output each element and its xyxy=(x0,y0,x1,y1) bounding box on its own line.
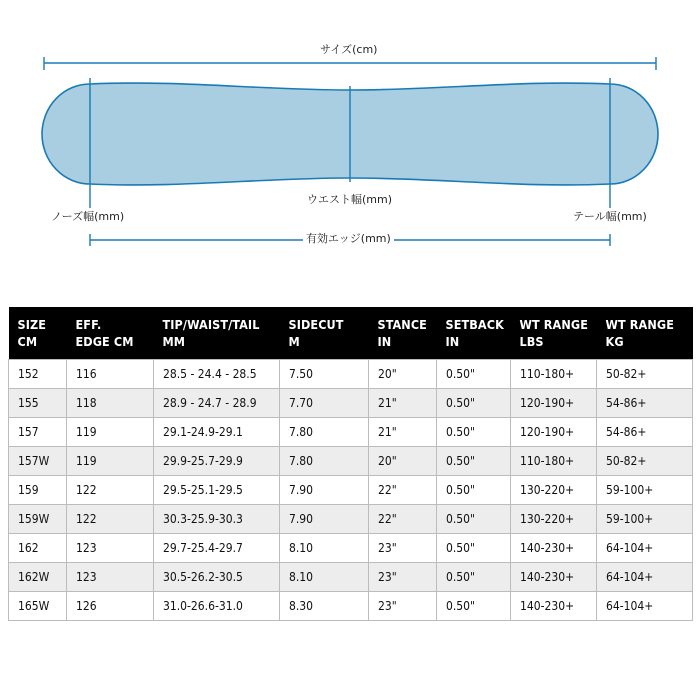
cell-wt-kg: 59-100+ xyxy=(597,505,693,534)
cell-sidecut: 7.80 xyxy=(280,447,369,476)
tail-label: テール幅(mm) xyxy=(570,208,650,224)
cell-wt-kg: 50-82+ xyxy=(597,447,693,476)
cell-tip-waist-tail: 29.1-24.9-29.1 xyxy=(154,418,280,447)
spec-table xyxy=(8,307,693,621)
cell-setback: 0.50" xyxy=(437,476,511,505)
cell-wt-kg: 54-86+ xyxy=(597,418,693,447)
cell-wt-lbs: 140-230+ xyxy=(511,592,597,621)
header-wt-range-lbs: WT RANGE LBS xyxy=(511,307,597,360)
cell-eff-edge: 119 xyxy=(67,447,154,476)
size-dimension-line xyxy=(44,57,656,70)
cell-setback: 0.50" xyxy=(437,534,511,563)
cell-stance: 20" xyxy=(369,447,437,476)
cell-setback: 0.50" xyxy=(437,447,511,476)
cell-stance: 20" xyxy=(369,360,437,389)
cell-eff-edge: 119 xyxy=(67,418,154,447)
cell-eff-edge: 122 xyxy=(67,505,154,534)
header-tip-waist-tail: TIP/WAIST/TAIL MM xyxy=(154,307,280,360)
cell-wt-kg: 64-104+ xyxy=(597,592,693,621)
table-row xyxy=(9,505,693,534)
cell-sidecut: 7.80 xyxy=(280,418,369,447)
header-stance: STANCE IN xyxy=(369,307,437,360)
cell-wt-kg: 59-100+ xyxy=(597,476,693,505)
table-row xyxy=(9,389,693,418)
table-row xyxy=(9,476,693,505)
cell-size: 162W xyxy=(9,563,67,592)
table-row xyxy=(9,592,693,621)
cell-size: 157 xyxy=(9,418,67,447)
cell-sidecut: 7.50 xyxy=(280,360,369,389)
header-sidecut: SIDECUT M xyxy=(280,307,369,360)
cell-wt-kg: 54-86+ xyxy=(597,389,693,418)
cell-wt-lbs: 130-220+ xyxy=(511,476,597,505)
cell-tip-waist-tail: 30.3-25.9-30.3 xyxy=(154,505,280,534)
cell-tip-waist-tail: 29.9-25.7-29.9 xyxy=(154,447,280,476)
cell-setback: 0.50" xyxy=(437,418,511,447)
cell-tip-waist-tail: 28.5 - 24.4 - 28.5 xyxy=(154,360,280,389)
cell-stance: 23" xyxy=(369,563,437,592)
cell-size: 157W xyxy=(9,447,67,476)
cell-wt-lbs: 140-230+ xyxy=(511,534,597,563)
cell-setback: 0.50" xyxy=(437,360,511,389)
cell-wt-lbs: 120-190+ xyxy=(511,418,597,447)
cell-setback: 0.50" xyxy=(437,592,511,621)
header-size: SIZE CM xyxy=(9,307,67,360)
cell-wt-lbs: 110-180+ xyxy=(511,360,597,389)
cell-eff-edge: 116 xyxy=(67,360,154,389)
table-row xyxy=(9,418,693,447)
cell-size: 152 xyxy=(9,360,67,389)
table-row xyxy=(9,563,693,592)
cell-wt-lbs: 120-190+ xyxy=(511,389,597,418)
nose-label: ノーズ幅(mm) xyxy=(48,208,127,224)
cell-size: 159W xyxy=(9,505,67,534)
header-wt-range-kg: WT RANGE KG xyxy=(597,307,693,360)
header-eff-edge: EFF. EDGE CM xyxy=(67,307,154,360)
cell-stance: 23" xyxy=(369,592,437,621)
header-setback: SETBACK IN xyxy=(437,307,511,360)
cell-size: 159 xyxy=(9,476,67,505)
waist-label: ウエスト幅(mm) xyxy=(304,191,395,207)
cell-wt-lbs: 140-230+ xyxy=(511,563,597,592)
cell-eff-edge: 123 xyxy=(67,563,154,592)
cell-eff-edge: 126 xyxy=(67,592,154,621)
cell-tip-waist-tail: 28.9 - 24.7 - 28.9 xyxy=(154,389,280,418)
cell-sidecut: 8.10 xyxy=(280,534,369,563)
cell-sidecut: 8.30 xyxy=(280,592,369,621)
cell-stance: 23" xyxy=(369,534,437,563)
cell-stance: 22" xyxy=(369,476,437,505)
cell-sidecut: 7.90 xyxy=(280,505,369,534)
board-diagram xyxy=(0,0,700,270)
table-row xyxy=(9,447,693,476)
cell-size: 162 xyxy=(9,534,67,563)
cell-stance: 21" xyxy=(369,389,437,418)
size-label: サイズ(cm) xyxy=(317,41,380,57)
cell-sidecut: 7.70 xyxy=(280,389,369,418)
cell-setback: 0.50" xyxy=(437,563,511,592)
edge-label: 有効エッジ(mm) xyxy=(303,230,394,246)
cell-tip-waist-tail: 29.5-25.1-29.5 xyxy=(154,476,280,505)
cell-wt-kg: 64-104+ xyxy=(597,563,693,592)
cell-wt-lbs: 110-180+ xyxy=(511,447,597,476)
cell-setback: 0.50" xyxy=(437,389,511,418)
table-row xyxy=(9,360,693,389)
cell-wt-lbs: 130-220+ xyxy=(511,505,597,534)
cell-tip-waist-tail: 31.0-26.6-31.0 xyxy=(154,592,280,621)
cell-stance: 22" xyxy=(369,505,437,534)
cell-setback: 0.50" xyxy=(437,505,511,534)
cell-wt-kg: 50-82+ xyxy=(597,360,693,389)
spec-table-header xyxy=(9,307,693,360)
cell-sidecut: 7.90 xyxy=(280,476,369,505)
cell-eff-edge: 118 xyxy=(67,389,154,418)
cell-wt-kg: 64-104+ xyxy=(597,534,693,563)
cell-sidecut: 8.10 xyxy=(280,563,369,592)
cell-size: 165W xyxy=(9,592,67,621)
cell-stance: 21" xyxy=(369,418,437,447)
table-row xyxy=(9,534,693,563)
cell-tip-waist-tail: 29.7-25.4-29.7 xyxy=(154,534,280,563)
cell-eff-edge: 122 xyxy=(67,476,154,505)
cell-size: 155 xyxy=(9,389,67,418)
cell-eff-edge: 123 xyxy=(67,534,154,563)
cell-tip-waist-tail: 30.5-26.2-30.5 xyxy=(154,563,280,592)
